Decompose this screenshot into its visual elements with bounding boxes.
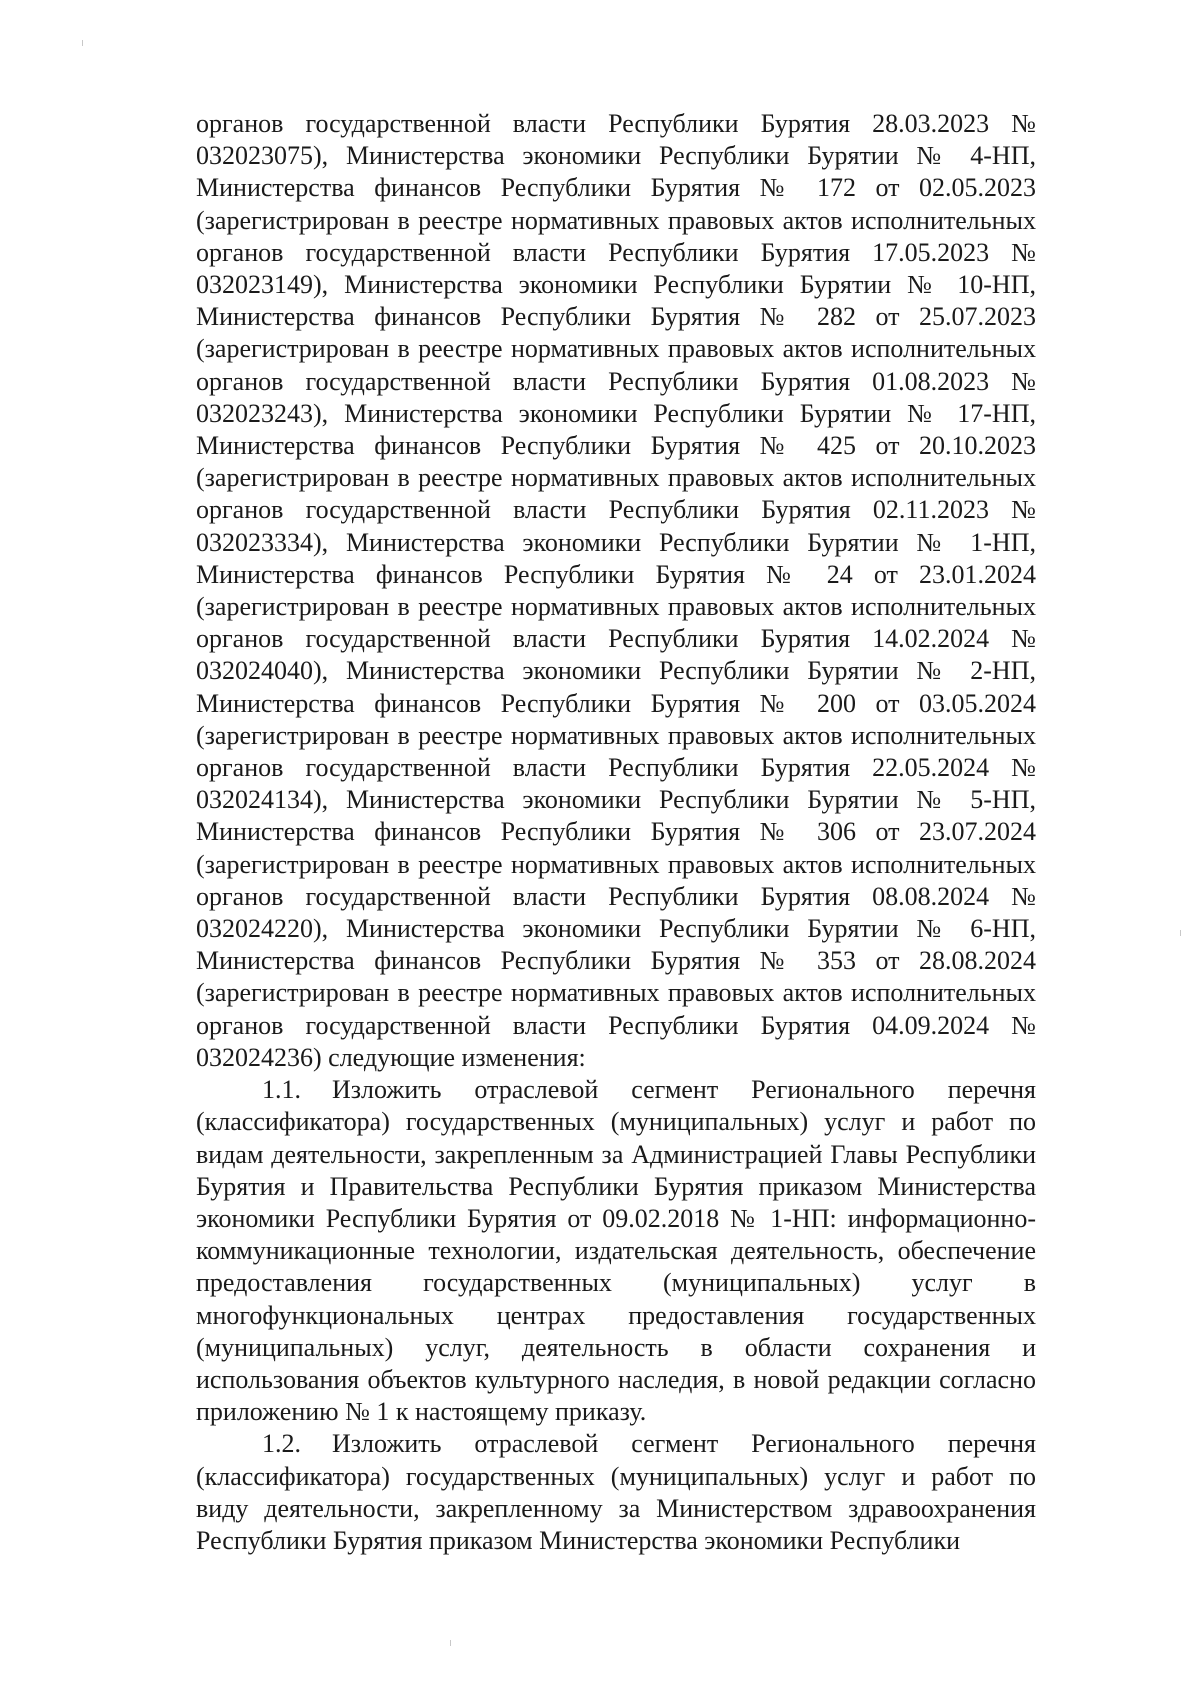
item-number: 1.1. xyxy=(262,1075,301,1105)
scan-artifact xyxy=(1180,930,1181,936)
paragraph-item-1-2 xyxy=(196,1428,1036,1557)
paragraph-intro: органов государственной власти Республики Бурятия 28.03.2023 № 032023075), Министерства экономики Республики Бурятии № 4-НП, Министерства финансов Республики Бурятия № 172 от 02.05.2023 (зарегистрирован в реестре нормативных правовых актов исполнительных органов государственной власти Республики Бурятия 17.05.2023 № 032023149), Министерства экономики Республики Бурятии № 10-НП, Министерства финансов Республики Бурятия № 282 от 25.07.2023 (зарегистрирован в реестре нормативных правовых актов исполнительных органов государственной власти Республики Бурятия 01.08.2023 № 032023243), Министерства экономики Республики Бурятии № 17-НП, Министерства финансов Республики Бурятия № 425 от 20.10.2023 (зарегистрирован в реестре нормативных правовых актов исполнительных органов государственной власти Республики Бурятия 02.11.2023 № 032023334), Министерства экономики Республики Бурятии № 1-НП, Министерства финансов Республики Бурятия № 24 от 23.01.2024 (зарегистрирован в реестре нормативных правовых актов исполнительных органов государственной власти Республики Бурятия 14.02.2024 № 032024040), Министерства экономики Республики Бурятии № 2-НП, Министерства финансов Республики Бурятия № 200 от 03.05.2024 (зарегистрирован в реестре нормативных правовых актов исполнительных органов государственной власти Республики Бурятия 22.05.2024 № 032024134), Министерства экономики Республики Бурятии № 5-НП, Министерства финансов Республики Бурятия № 306 от 23.07.2024 (зарегистрирован в реестре нормативных правовых актов исполнительных органов государственной власти Республики Бурятия 08.08.2024 № 032024220), Министерства экономики Республики Бурятии № 6-НП, Министерства финансов Республики Бурятия № 353 от 28.08.2024 (зарегистрирован в реестре нормативных правовых актов исполнительных органов государственной власти Республики Бурятия 04.09.2024 № 032024236) следующие изменения: xyxy=(196,109,1036,1072)
item-number: 1.2. xyxy=(262,1429,301,1459)
scan-artifact xyxy=(82,40,83,46)
item-text: Изложить отраслевой сегмент Регионального перечня (классификатора) государственных (муниципальных) услуг и работ по видам деятельности, закрепленным за Администрацией Главы Республики Бурятия и Правительства Республики Бурятия приказом Министерства экономики Республики Бурятия от 09.02.2018 № 1-НП: информационно-коммуникационные технологии, издательская деятельность, обеспечение предоставления государственных (муниципальных) услуг в многофункциональных центрах предоставления государственных (муниципальных) услуг, деятельность в области сохранения и использования объектов культурного наследия, в новой редакции согласно приложению № 1 к настоящему приказу. xyxy=(196,1075,1036,1427)
document-body xyxy=(196,108,1036,1557)
item-text: Изложить отраслевой сегмент Регионального перечня (классификатора) государственных (муниципальных) услуг и работ по виду деятельности, закрепленному за Министерством здравоохранения Республики Бурятия приказом Министерства экономики Республики xyxy=(196,1429,1036,1555)
paragraph-item-1-1 xyxy=(196,1074,1036,1428)
scan-artifact xyxy=(450,1640,451,1646)
